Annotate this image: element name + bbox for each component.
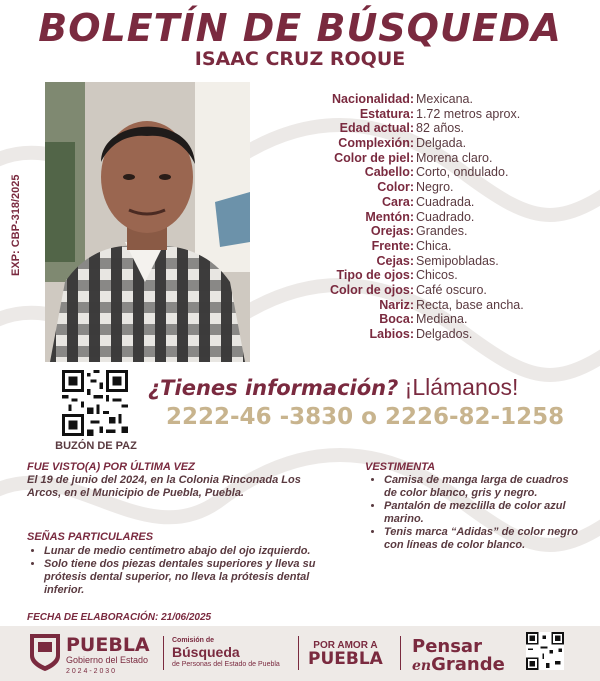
physical-description-list (290, 92, 590, 342)
attr-label: Nariz: (379, 297, 414, 312)
attr-label: Frente: (371, 238, 414, 253)
puebla-coat-of-arms-icon (28, 632, 62, 672)
attr-row (290, 298, 590, 313)
attr-label: Boca: (379, 312, 414, 327)
buzon-de-paz-label: BUZÓN DE PAZ (55, 440, 137, 452)
attr-row (290, 165, 590, 180)
attr-value: Delgada. (416, 136, 467, 151)
attr-value: Negro. (416, 180, 454, 195)
attr-row (290, 92, 590, 107)
attr-value: Cuadrada. (416, 194, 475, 209)
last-seen-text: El 19 de junio del 2024, en la Colonia Rinconada Los Arcos, en el Municipio de Puebla, Puebla. (27, 474, 301, 499)
attr-row (290, 312, 590, 327)
attr-row (290, 268, 590, 283)
attr-value: Delgados. (416, 327, 473, 341)
attr-value: Semipobladas. (416, 253, 499, 268)
marks-title: SEÑAS PARTICULARES (27, 531, 154, 543)
attr-value: Mediana. (416, 312, 468, 327)
missing-person-name: ISAAC CRUZ ROQUE (194, 48, 406, 70)
footer-divider (298, 636, 299, 670)
attr-value: Corto, ondulado. (416, 165, 509, 180)
footer-divider (163, 636, 164, 670)
attr-label: Color de piel: (334, 150, 414, 165)
personas-text: de Personas del Estado de Puebla (172, 661, 280, 668)
attr-row (290, 254, 590, 269)
mark-item: • Lunar de medio centímetro abajo del ojo izquierdo. (44, 545, 350, 558)
attr-row (290, 283, 590, 298)
comision-busqueda-logo (172, 636, 280, 669)
clothing-list (370, 474, 580, 552)
contact-prompt (148, 374, 588, 401)
attr-label: Orejas: (370, 224, 414, 239)
attr-label: Cejas: (376, 253, 414, 268)
attr-row (290, 239, 590, 254)
pensar-en-grande-logo (412, 638, 505, 675)
phone-or-separator: o (361, 404, 377, 430)
last-seen-title: FUE VISTO(A) POR ÚLTIMA VEZ (27, 461, 195, 473)
attr-row (290, 195, 590, 210)
grande-text: Grande (431, 654, 505, 675)
attr-row (290, 210, 590, 225)
attr-label: Estatura: (359, 106, 414, 121)
attr-label: Tipo de ojos: (336, 268, 414, 283)
attr-value: Mexicana. (416, 92, 473, 106)
clothing-item: • Camisa de manga larga de cuadros de color blanco, gris y negro. (384, 474, 580, 500)
attr-label: Cara: (382, 194, 414, 209)
attr-value: Cuadrado. (416, 209, 475, 224)
question-text: ¿Tienes información? (148, 376, 399, 400)
footer-divider (400, 636, 401, 670)
pensar-text: Pensar (412, 636, 482, 657)
clothing-title: VESTIMENTA (365, 461, 436, 473)
por-amor-a-puebla-logo (308, 640, 383, 668)
years-text: 2 0 2 4 - 2 0 3 0 (66, 668, 116, 675)
person-photo (45, 82, 250, 362)
attr-row (290, 151, 590, 166)
phone-number-1[interactable]: 2222-46 -3830 (166, 404, 354, 430)
attr-row (290, 327, 590, 342)
attr-label: Nacionalidad: (332, 92, 414, 106)
attr-label: Mentón: (365, 209, 414, 224)
attr-label: Color: (377, 180, 414, 195)
attr-label: Cabello: (364, 165, 414, 180)
phone-numbers (166, 404, 564, 430)
mark-item: • Solo tiene dos piezas dentales superiores y lleva su prótesis dental superior, no lleva la prótesis dental inferior. (44, 558, 350, 597)
por-amor-a-text: POR AMOR A (313, 640, 378, 651)
clothing-item: • Tenis marca “Adidas” de color negro con líneas de color blanco. (384, 526, 580, 552)
person-photo-illustration (45, 82, 250, 362)
puebla-government-logo (66, 636, 150, 677)
puebla-text: PUEBLA (308, 649, 383, 669)
marks-list (30, 545, 350, 597)
comision-text: Comisión de (172, 637, 215, 644)
attr-label: Complexión: (338, 136, 414, 151)
puebla-wordmark: PUEBLA (66, 634, 150, 656)
attr-row (290, 107, 590, 122)
attr-label: Color de ojos: (329, 282, 414, 297)
case-file-number: EXP: CBP-318/2025 (10, 174, 22, 276)
attr-value: Chica. (416, 238, 452, 253)
busqueda-text: Búsqueda (172, 644, 240, 660)
qr-code-icon[interactable] (62, 370, 128, 436)
clothing-item: • Pantalón de mezclilla de color azul marino. (384, 500, 580, 526)
footer-qr-code-icon[interactable] (526, 632, 564, 670)
attr-row (290, 180, 590, 195)
attr-row (290, 224, 590, 239)
attr-label: Labios: (369, 327, 414, 341)
attr-label: Edad actual: (339, 121, 414, 136)
attr-value: Grandes. (416, 224, 468, 239)
attr-row (290, 121, 590, 136)
phone-number-2[interactable]: 2226-82-1258 (384, 404, 565, 430)
attr-value: Chicos. (416, 268, 458, 283)
attr-value: 82 años. (416, 121, 464, 136)
attr-value: Morena claro. (416, 150, 493, 165)
attr-value: Recta, base ancha. (416, 297, 524, 312)
bulletin-title: BOLETÍN DE BÚSQUEDA (38, 6, 562, 50)
gobierno-text: Gobierno del Estado (66, 655, 149, 665)
call-us-text: ¡Llámanos! (404, 374, 519, 400)
attr-value: 1.72 metros aprox. (416, 106, 521, 121)
en-text: en (412, 658, 432, 674)
attr-row (290, 136, 590, 151)
attr-value: Café oscuro. (416, 282, 487, 297)
creation-date: FECHA DE ELABORACIÓN: 21/06/2025 (27, 612, 212, 623)
